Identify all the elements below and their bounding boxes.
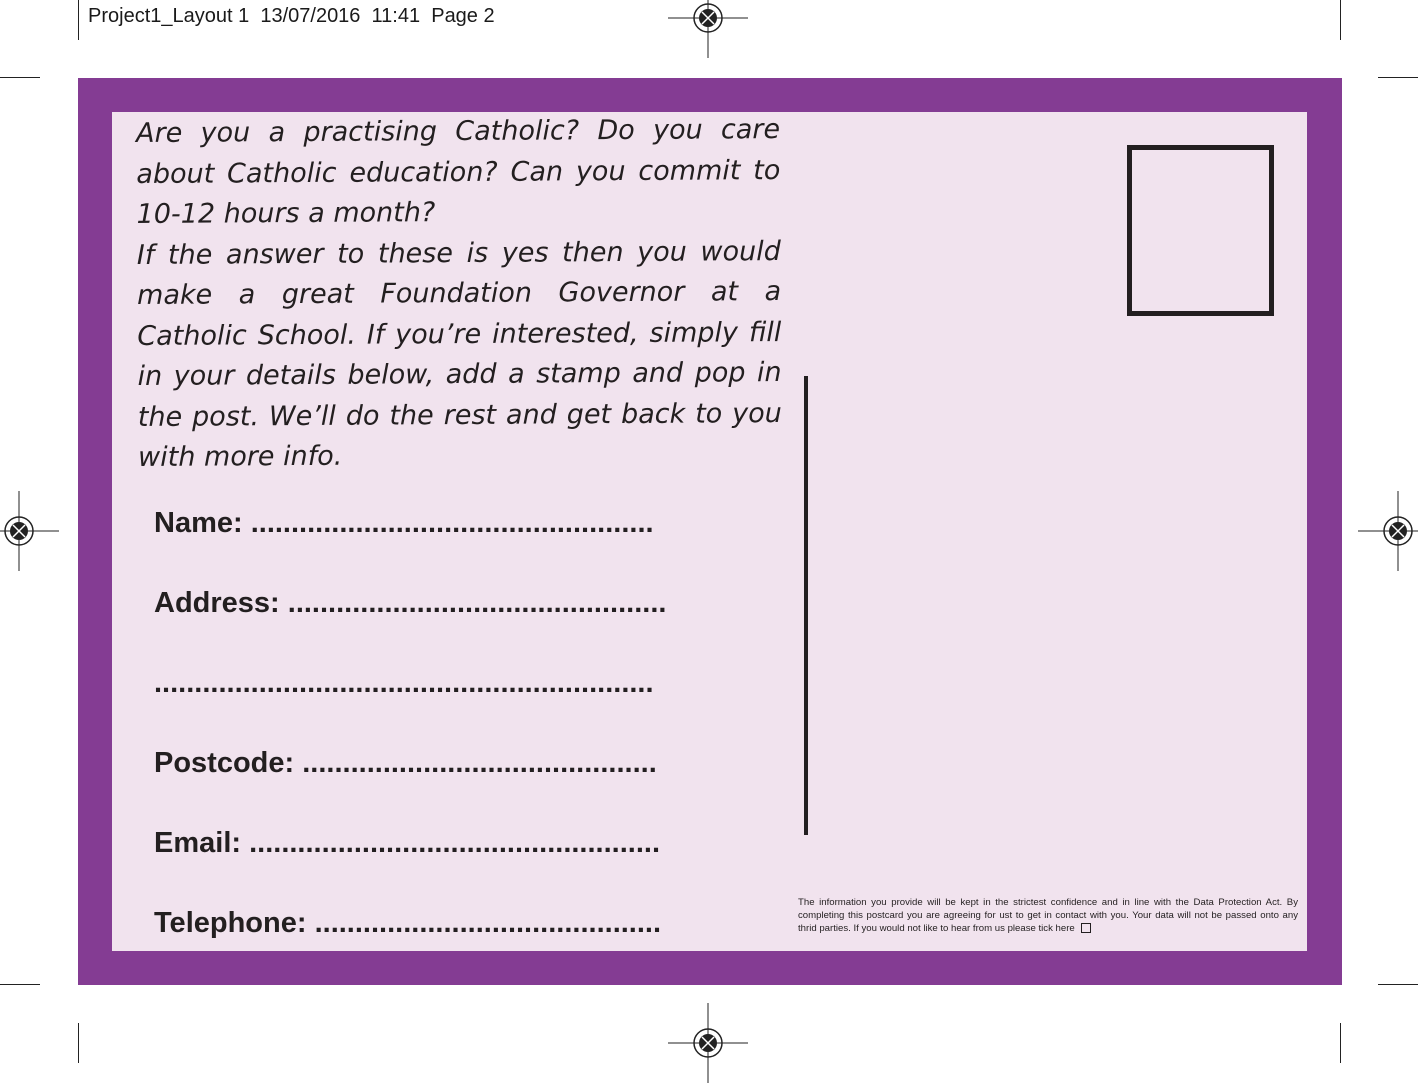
crop-mark-top-left-v	[78, 0, 79, 40]
crop-mark-bottom-right-v	[1340, 1023, 1341, 1063]
telephone-field[interactable]: Telephone: ...........................................	[154, 907, 662, 939]
intro-questions: Are you a practising Catholic? Do you care about Catholic education? Can you commit to 10-12 hours a month?	[136, 114, 781, 230]
disclaimer-text: The information you provide will be kept in the strictest confidence and in line with the Data Protection Act. By completing this postcard you are agreeing for ust to get in contact with you. Your data will not be passed onto any thrid parties. If you would not like to hear from us please tick here	[798, 897, 1298, 934]
intro-call-to-action: If the answer to these is yes then you would make a great Foundation Governor at a Catholic School. If you’re interested, simply fill in your details below, add a stamp and pop in the post. We’ll do the rest and get back to you with more info.	[136, 235, 782, 473]
email-field[interactable]: Email: ...................................................	[154, 827, 660, 859]
registration-mark-left-icon	[0, 491, 59, 571]
intro-text	[136, 110, 782, 478]
opt-out-checkbox[interactable]	[1081, 923, 1091, 933]
address-field[interactable]: Address: ...............................................	[154, 587, 667, 619]
registration-mark-right-icon	[1358, 491, 1418, 571]
registration-mark-bottom-icon	[668, 1003, 748, 1083]
print-slug: Project1_Layout 1 13/07/2016 11:41 Page 2	[88, 5, 495, 27]
registration-mark-top-icon	[668, 0, 748, 58]
crop-mark-top-right-h	[1378, 77, 1418, 78]
crop-mark-top-right-v	[1340, 0, 1341, 40]
crop-mark-bottom-left-v	[78, 1023, 79, 1063]
crop-mark-bottom-right-h	[1378, 984, 1418, 985]
address-line2-field[interactable]: ..............................................................	[154, 667, 654, 699]
stamp-placeholder-icon	[1127, 145, 1274, 316]
crop-mark-top-left-h	[0, 77, 40, 78]
name-field[interactable]: Name: ..................................................	[154, 507, 654, 539]
crop-mark-bottom-left-h	[0, 984, 40, 985]
data-protection-notice	[798, 896, 1298, 935]
postcode-field[interactable]: Postcode: ............................................	[154, 747, 657, 779]
address-divider	[804, 376, 808, 835]
